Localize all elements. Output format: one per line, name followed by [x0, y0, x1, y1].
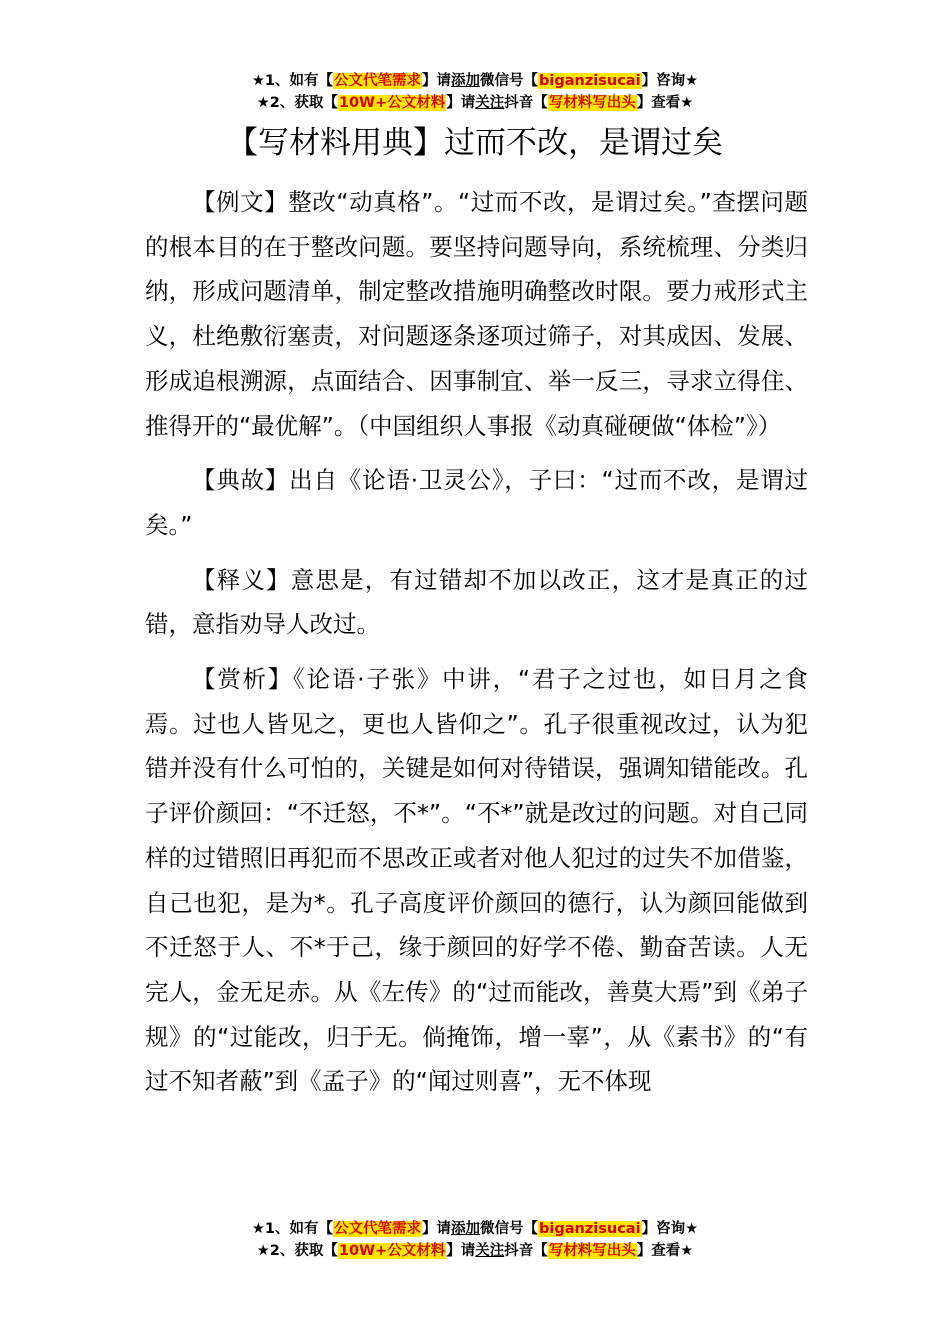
banner-highlight: 写材料写出头	[548, 95, 636, 111]
banner-highlight: 10W+公文材料	[338, 95, 446, 111]
banner-text: 】请	[422, 73, 452, 89]
paragraph-appreciation: 【赏析】《论语·子张》中讲，“君子之过也，如日月之食焉。过也人皆见之，更也人皆仰之”。孔子很重视改过，认为犯错并没有什么可怕的，关键是如何对待错误，强调知错能改。孔子评价颜回：“不迁怒，不*”。“不*”就是改过的问题。对自己同样的过错照旧再犯而不思改正或者对他人犯过的过失不加借鉴，自己也犯，是为*。孔子高度评价颜回的德行，认为颜回能做到不迁怒于人、不*于己，缘于颜回的好学不倦、勤奋苦读。人无完人，金无足赤。从《左传》的“过而能改，善莫大焉”到《弟子规》的“过能改，归于无。倘掩饰，增一辜”，从《素书》的“有过不知者蔽”到《孟子》的“闻过则喜”，无不体现	[145, 665, 808, 1096]
banner-text: 】咨询★	[641, 73, 699, 89]
document-title: 【写材料用典】过而不改，是谓过矣	[227, 125, 723, 161]
banner-underlined-text: 添加	[451, 73, 481, 89]
banner-line-2	[0, 1240, 950, 1262]
banner-text: 】咨询★	[641, 1221, 699, 1237]
paragraph-meaning: 【释义】意思是，有过错却不加以改正，这才是真正的过错，意指劝导人改过。	[145, 565, 808, 639]
banner-highlight: 10W+公文材料	[338, 1243, 446, 1259]
banner-text: 微信号【	[480, 73, 539, 89]
banner-text: ★2、获取【	[256, 95, 338, 111]
banner-highlight: 公文代笔需求	[334, 1221, 422, 1237]
banner-underlined-text: 关注	[475, 95, 505, 111]
banner-line-2	[0, 92, 950, 114]
banner-text: 】请	[446, 1243, 476, 1259]
banner-text: ★2、获取【	[256, 1243, 338, 1259]
footer-banner	[0, 1218, 950, 1262]
document-body	[145, 180, 808, 1114]
banner-highlight: biganzisucai	[539, 1221, 641, 1237]
banner-text: 抖音【	[504, 95, 548, 111]
banner-highlight: 公文代笔需求	[334, 73, 422, 89]
banner-underlined-text: 添加	[451, 1221, 481, 1237]
banner-highlight: biganzisucai	[539, 73, 641, 89]
paragraph-origin: 【典故】出自《论语·卫灵公》，子曰：“过而不改，是谓过矣。”	[145, 466, 808, 539]
banner-highlight: 写材料写出头	[548, 1243, 636, 1259]
banner-text: ★1、如有【	[251, 73, 334, 89]
banner-text: 】查看★	[636, 95, 694, 111]
banner-underlined-text: 关注	[475, 1243, 505, 1259]
paragraph-example: 【例文】整改“动真格”。“过而不改，是谓过矣。”查摆问题的根本目的在于整改问题。要坚持问题导向，系统梳理、分类归纳，形成问题清单，制定整改措施明确整改时限。要力戒形式主义，杜绝敷衍塞责，对问题逐条逐项过筛子，对其成因、发展、形成追根溯源，点面结合、因事制宜、举一反三，寻求立得住、推得开的“最优解”。（中国组织人事报《动真碰硬做“体检”》）	[145, 188, 808, 440]
banner-line-1	[0, 1218, 950, 1240]
banner-text: 抖音【	[504, 1243, 548, 1259]
banner-text: ★1、如有【	[251, 1221, 334, 1237]
header-banner	[0, 70, 950, 114]
banner-text: 】请	[446, 95, 476, 111]
banner-line-1	[0, 70, 950, 92]
banner-text: 】查看★	[636, 1243, 694, 1259]
banner-text: 】请	[422, 1221, 452, 1237]
banner-text: 微信号【	[480, 1221, 539, 1237]
